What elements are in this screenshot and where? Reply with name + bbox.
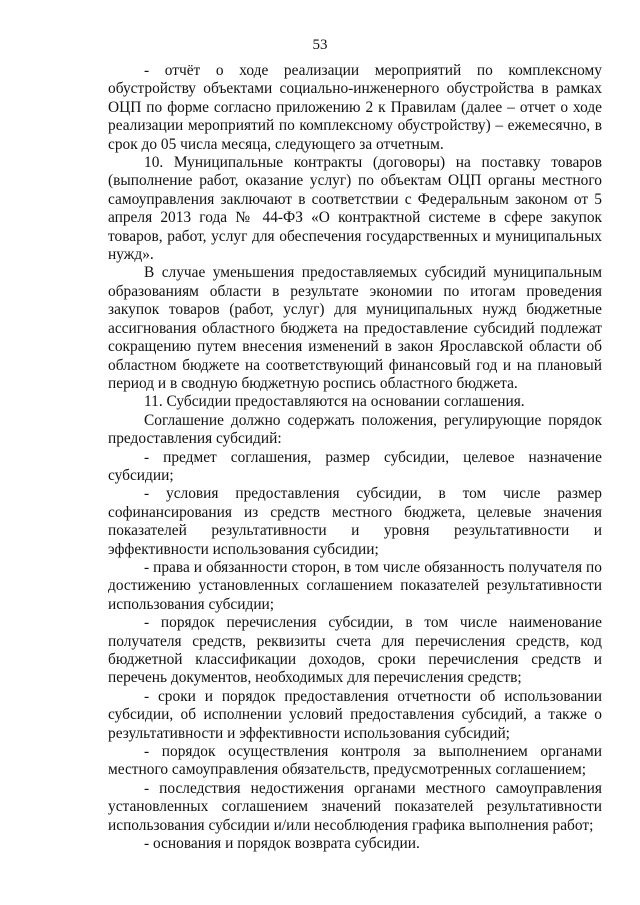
document-body [108,62,602,853]
list-item-refund: - основания и порядок возврата субсидии. [144,835,420,853]
list-item-conditions: - условия предоставления субсидии, в том числе размер софинансирования из средств местного бюджета, целевые значения показателей результативности и уровня результативности и эффективности использования субсидии; [108,485,602,558]
paragraph-agreement-contents: Соглашение должно содержать положения, регулирующие порядок предоставления субсидий: [108,411,602,448]
list-item-transfer-procedure: - порядок перечисления субсидии, в том числе наименование получателя средств, реквизиты счета для перечисления средств, код бюджетной классификации доходов, сроки перечисления средств и перечень документов, необходимых для перечисления средств; [108,614,602,687]
paragraph-report-monthly: - отчёт о ходе реализации мероприятий по комплексному обустройству объектами социально-инженерного обустройства в рамках ОЦП по форме согласно приложению 2 к Правилам (далее – отчет о ходе реализации мероприятий по комплексному обустройству) – ежемесячно, в срок до 05 числа месяца, следующего за отчетным. [108,62,602,153]
list-item-consequences: - последствия недостижения органами местного самоуправления установленных соглашением значений показателей результативности использования субсидии и/или несоблюдения графика выполнения работ; [108,779,602,834]
paragraph-item-10-contracts: 10. Муниципальные контракты (договоры) на поставку товаров (выполнение работ, оказание услуг) по объектам ОЦП органы местного самоуправления заключают в соответствии с Федеральным законом от 5 апреля 2013 года № 44-ФЗ «О контрактной системе в сфере закупок товаров, работ, услуг для обеспечения государственных и муниципальных нужд». [108,154,602,264]
paragraph-item-11-agreement: 11. Субсидии предоставляются на основании соглашения. [144,393,525,411]
paragraph-subsidy-reduction: В случае уменьшения предоставляемых субсидий муниципальным образованиям области в результате экономии по итогам проведения закупок товаров (работ, услуг) для муниципальных нужд бюджетные ассигнования областного бюджета на предоставление субсидий подлежат сокращению путем внесения изменений в закон Ярославской области об областном бюджете на соответствующий финансовый год и на плановый период и в сводную бюджетную роспись областного бюджета. [108,264,602,392]
list-item-reporting: - сроки и порядок предоставления отчетности об использовании субсидии, об исполнении условий предоставления субсидий, а также о результативности и эффективности использования субсидий; [108,687,602,742]
page-number: 53 [312,37,328,53]
list-item-subject: - предмет соглашения, размер субсидии, целевое назначение субсидии; [108,448,602,484]
list-item-rights-obligations: - права и обязанности сторон, в том числе обязанность получателя по достижению установленных соглашением показателей результативности использования субсидии; [108,558,602,613]
list-item-control: - порядок осуществления контроля за выполнением органами местного самоуправления обязательств, предусмотренных соглашением; [108,743,602,779]
